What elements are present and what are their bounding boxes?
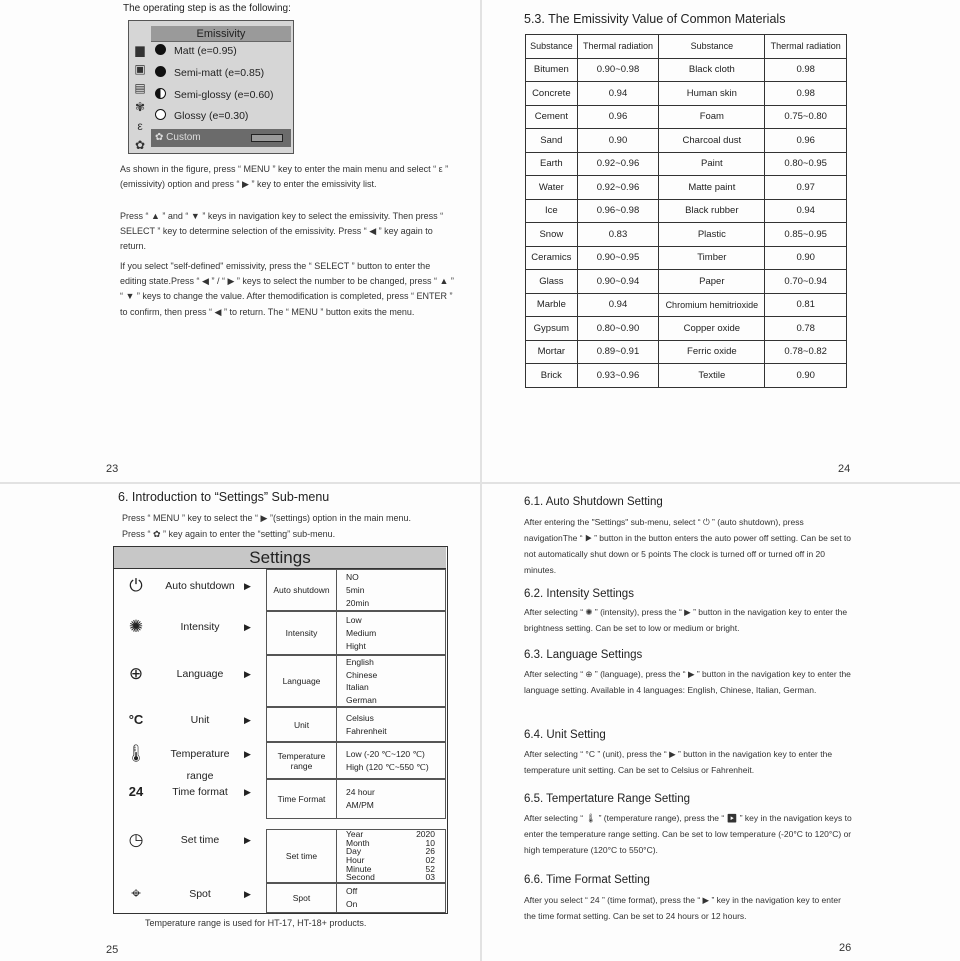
section-text: After selecting “ ⊕ ” (language), press the “ ▶ ” button in the navigation key to enter the language setting. Available in 4 languages: English, Chinese, Italian, German. <box>524 669 851 695</box>
emissivity-menu <box>128 20 294 154</box>
section-heading: 6.1. Auto Shutdown Setting <box>524 496 663 508</box>
page-number-26: 26 <box>839 942 852 954</box>
table-cell: Ceramics <box>526 246 578 270</box>
section-text: After selecting “ ✺ ” (intensity), press the “ ▶ ” button in the navigation key to enter the brightness setting. Can be set to low or medium or bright. <box>524 607 848 633</box>
layers-icon: ▆ <box>135 43 145 57</box>
table-cell: Matte paint <box>659 176 765 200</box>
table-cell: 0.89~0.91 <box>577 340 659 364</box>
table-cell: Copper oxide <box>659 317 765 341</box>
emissivity-title: Emissivity <box>151 26 291 42</box>
settings-line-2: Press “ ✿ ” key again to enter the “setting” sub-menu. <box>122 529 336 539</box>
option-value: Italian <box>346 682 369 692</box>
option-value: 24 hour <box>346 787 375 797</box>
option-value: 5min <box>346 584 365 595</box>
option-value: Fahrenheit <box>346 725 387 736</box>
table-cell: 0.90 <box>765 246 847 270</box>
table-row <box>526 246 847 270</box>
table-row <box>526 105 847 129</box>
filled-circle-icon <box>155 66 166 77</box>
arrow-right-icon: ▶ <box>244 622 251 632</box>
table-row <box>526 152 847 176</box>
paragraph-1: As shown in the figure, press “ MENU ” key to enter the main menu and select “ ε ” (emissivity) option and press “ ▶ ” key to enter the emissivity list. <box>120 164 449 190</box>
table-row <box>526 364 847 388</box>
option-value: Off <box>346 886 358 896</box>
time-field: Year 2020 <box>346 829 435 840</box>
table-header-row <box>526 35 847 59</box>
table-cell: Plastic <box>659 223 765 247</box>
table-cell: Sand <box>526 129 578 153</box>
table-cell: Timber <box>659 246 765 270</box>
section-heading: 6.2. Intensity Settings <box>524 588 634 600</box>
option-value: German <box>346 694 377 705</box>
unit-icon: °C <box>128 712 144 727</box>
settings-item[interactable] <box>114 709 259 731</box>
paragraph-3: If you select "self-defined" emissivity, press the “ SELECT ” button to enter the editing state.Press “ ◀ ” / “ ▶ ” keys to select the number to be changed, press “ ▲ ” “ ▼ ” keys to change the value. After themodification is completed, press “ ENTER ” to confirm, then press “ ◀ ” to return. The “ MENU ” button exits the menu. <box>120 261 454 317</box>
table-cell: 0.92~0.96 <box>577 176 659 200</box>
column-header: Substance <box>659 35 765 59</box>
submenu-options <box>336 611 446 655</box>
table-row <box>526 340 847 364</box>
option-semi-glossy: Semi-glossy (e=0.60) <box>155 86 274 104</box>
table-cell: 0.85~0.95 <box>765 223 847 247</box>
submenu-name: Set time <box>266 829 336 883</box>
custom-value-bar <box>251 134 283 142</box>
table-cell: Concrete <box>526 82 578 106</box>
time-field: Minute 52 <box>346 863 435 874</box>
table-cell: 0.80~0.95 <box>765 152 847 176</box>
table-row <box>526 82 847 106</box>
table-cell: Textile <box>659 364 765 388</box>
table-cell: 0.96 <box>577 105 659 129</box>
settings-item[interactable] <box>114 575 259 597</box>
column-header: Substance <box>526 35 578 59</box>
section-heading: 6.4. Unit Setting <box>524 729 606 741</box>
crosshair-icon: ⌖ <box>131 884 141 903</box>
table-cell: 0.92~0.96 <box>577 152 659 176</box>
table-cell: 0.70~0.94 <box>765 270 847 294</box>
materials-heading: 5.3. The Emissivity Value of Common Materials <box>524 12 786 26</box>
option-value: High (120 ℃~550 ℃) <box>346 761 429 772</box>
submenu-name: Spot <box>266 883 336 913</box>
thermometer-icon: 🌡 <box>125 744 147 763</box>
page-24 <box>482 0 960 482</box>
settings-item-label: Set time <box>180 834 220 846</box>
table-cell: Glass <box>526 270 578 294</box>
settings-item-label: Intensity <box>180 621 220 633</box>
section-text: After selecting “ °C ” (unit), press the “ ▶ ” button in the navigation key to enter the temperature unit setting. Can be set to Celsius or Fahrenheit. <box>524 749 833 775</box>
settings-item[interactable] <box>114 781 259 803</box>
palette-icon: ✾ <box>134 100 146 114</box>
custom-gear-icon: ✿ <box>155 132 167 143</box>
calendar-icon: ▤ <box>134 81 146 95</box>
column-header: Thermal radiation <box>577 35 659 59</box>
table-cell: 0.75~0.80 <box>765 105 847 129</box>
submenu-options <box>336 707 446 742</box>
submenu-name: Intensity <box>266 611 336 655</box>
settings-item[interactable] <box>114 743 259 782</box>
table-cell: Chromium hemitrioxide <box>659 293 765 317</box>
emissivity-table <box>525 34 847 388</box>
settings-item[interactable] <box>114 616 259 638</box>
option-value: AM/PM <box>346 800 374 810</box>
option-value: English <box>346 657 374 667</box>
page-23 <box>0 0 480 482</box>
full-circle-icon <box>155 44 166 55</box>
table-row <box>526 199 847 223</box>
table-cell: 0.98 <box>765 58 847 82</box>
table-cell: Foam <box>659 105 765 129</box>
submenu-options <box>336 742 446 779</box>
table-row <box>526 223 847 247</box>
option-value: NO <box>346 571 359 582</box>
page-25 <box>0 484 480 961</box>
time-field: Day 26 <box>346 846 435 857</box>
table-row <box>526 293 847 317</box>
time-field: Second 03 <box>346 872 435 883</box>
settings-item-label: Unit <box>190 714 210 726</box>
settings-heading: 6. Introduction to “Settings” Sub-menu <box>118 490 330 504</box>
settings-item-label: Temperature range <box>170 748 230 782</box>
table-cell: Charcoal dust <box>659 129 765 153</box>
arrow-right-icon: ▶ <box>244 787 251 797</box>
table-cell: Marble <box>526 293 578 317</box>
settings-item[interactable] <box>114 883 259 905</box>
table-cell: 0.97 <box>765 176 847 200</box>
section-text: After selecting “ 🌡 ” (temperature range), press the “ ▶ ” key in the navigation keys to enter the temperature range setting. Can be set to low temperature (-20°C to 120°C) or high temperature (120°C to 550°C). <box>524 813 852 855</box>
gear-icon: ✿ <box>134 138 146 152</box>
submenu-options <box>336 883 446 913</box>
empty-circle-icon <box>155 109 166 120</box>
table-cell: Water <box>526 176 578 200</box>
table-cell: 0.78 <box>765 317 847 341</box>
submenu-name: Temperature range <box>266 742 336 779</box>
clock-24-icon: 24 <box>128 784 144 799</box>
arrow-right-icon: ▶ <box>244 669 251 679</box>
table-cell: Human skin <box>659 82 765 106</box>
time-field: Hour 02 <box>346 855 435 865</box>
option-value: Low <box>346 614 362 625</box>
settings-item[interactable] <box>114 663 259 685</box>
table-cell: Mortar <box>526 340 578 364</box>
settings-item-label: Spot <box>189 888 211 900</box>
section-heading: 6.6. Time Format Setting <box>524 874 650 886</box>
table-cell: 0.96 <box>765 129 847 153</box>
arrow-right-icon: ▶ <box>244 715 251 725</box>
option-glossy: Glossy (e=0.30) <box>155 107 248 125</box>
table-cell: Gypsum <box>526 317 578 341</box>
option-value: Chinese <box>346 669 378 680</box>
option-value: Celsius <box>346 712 374 723</box>
globe-icon: ⊕ <box>128 664 144 683</box>
option-value: Medium <box>346 627 377 638</box>
submenu-name: Time Format <box>266 779 336 819</box>
table-cell: 0.78~0.82 <box>765 340 847 364</box>
table-cell: 0.81 <box>765 293 847 317</box>
option-value: 20min <box>346 597 370 608</box>
table-cell: 0.94 <box>577 293 659 317</box>
table-row <box>526 58 847 82</box>
clock-icon: ◷ <box>128 830 144 849</box>
settings-menu <box>113 546 448 914</box>
brightness-icon: ✺ <box>128 617 144 636</box>
table-row <box>526 129 847 153</box>
table-cell: Ferric oxide <box>659 340 765 364</box>
table-cell: Earth <box>526 152 578 176</box>
power-icon: ⏻ <box>129 576 143 595</box>
table-cell: 0.93~0.96 <box>577 364 659 388</box>
settings-item-label: Language <box>176 668 224 680</box>
table-cell: 0.90~0.98 <box>577 58 659 82</box>
option-custom: ✿ Custom <box>151 129 291 147</box>
option-matt: Matt (e=0.95) <box>155 42 237 60</box>
table-cell: Brick <box>526 364 578 388</box>
page-number-24: 24 <box>838 463 851 475</box>
section-text: After you select “ 24 ” (time format), press the “ ▶ ” key in the navigation key to enter the time format setting. Can be set to 24 hours or 12 hours. <box>524 895 841 921</box>
table-cell: Snow <box>526 223 578 247</box>
submenu-name: Language <box>266 655 336 707</box>
option-semi-matt: Semi-matt (e=0.85) <box>155 64 264 82</box>
table-cell: 0.90 <box>765 364 847 388</box>
footnote: Temperature range is used for HT-17, HT-18+ products. <box>145 918 367 928</box>
submenu-options <box>336 779 446 819</box>
table-cell: Black cloth <box>659 58 765 82</box>
table-cell: 0.80~0.90 <box>577 317 659 341</box>
table-row <box>526 270 847 294</box>
table-cell: 0.94 <box>577 82 659 106</box>
table-cell: 0.90~0.94 <box>577 270 659 294</box>
table-row <box>526 176 847 200</box>
table-cell: Ice <box>526 199 578 223</box>
section-heading: 6.5. Tempertature Range Setting <box>524 793 691 805</box>
emissivity-icon: ε <box>137 119 143 133</box>
column-header: Thermal radiation <box>765 35 847 59</box>
section-heading: 6.3. Language Settings <box>524 649 643 661</box>
table-cell: 0.96~0.98 <box>577 199 659 223</box>
page-number-23: 23 <box>106 463 119 475</box>
table-cell: Paper <box>659 270 765 294</box>
submenu-options <box>336 655 446 707</box>
settings-item[interactable] <box>114 829 259 851</box>
paragraph-2: Press “ ▲ ” and “ ▼ ” keys in navigation key to select the emissivity. Then press “ SELECT ” key to determine selection of the emissivity. Press “ ◀ ” key again to return. <box>120 211 444 252</box>
option-value: Low (-20 ℃~120 ℃) <box>346 748 425 759</box>
option-value: On <box>346 899 358 909</box>
option-value: Hight <box>346 640 366 651</box>
arrow-right-icon: ▶ <box>244 889 251 899</box>
table-cell: Black rubber <box>659 199 765 223</box>
table-cell: Bitumen <box>526 58 578 82</box>
submenu-options <box>336 829 446 883</box>
submenu-options <box>336 569 446 611</box>
table-cell: 0.94 <box>765 199 847 223</box>
submenu-name: Unit <box>266 707 336 742</box>
table-cell: 0.90~0.95 <box>577 246 659 270</box>
submenu-name: Auto shutdown <box>266 569 336 611</box>
time-field: Month 10 <box>346 837 435 848</box>
section-text: After entering the "Settings" sub-menu, select “ ⏻ ” (auto shutdown), press navigationThe “ ▶ ” button in the button enters the auto power off setting. Can be set to not automatically shut down or 5 points The clock is turned off or turned off in 20 minutes. <box>524 517 852 575</box>
table-cell: 0.83 <box>577 223 659 247</box>
table-cell: 0.98 <box>765 82 847 106</box>
page-number-25: 25 <box>106 944 119 956</box>
settings-item-label: Auto shutdown <box>165 580 235 592</box>
arrow-right-icon: ▶ <box>244 835 251 845</box>
arrow-right-icon: ▶ <box>244 749 251 759</box>
half-circle-icon <box>155 88 166 99</box>
menu-icon-column <box>132 41 148 155</box>
table-cell: Cement <box>526 105 578 129</box>
page-26 <box>482 484 960 961</box>
table-cell: 0.90 <box>577 129 659 153</box>
settings-line-1: Press “ MENU ” key to select the “ ▶ ”(settings) option in the main menu. <box>122 513 412 523</box>
table-row <box>526 317 847 341</box>
intro-text: The operating step is as the following: <box>123 3 291 14</box>
settings-item-label: Time format <box>172 786 228 798</box>
arrow-right-icon: ▶ <box>244 581 251 591</box>
image-icon: ▣ <box>134 62 146 76</box>
settings-title: Settings <box>114 547 446 569</box>
table-cell: Paint <box>659 152 765 176</box>
